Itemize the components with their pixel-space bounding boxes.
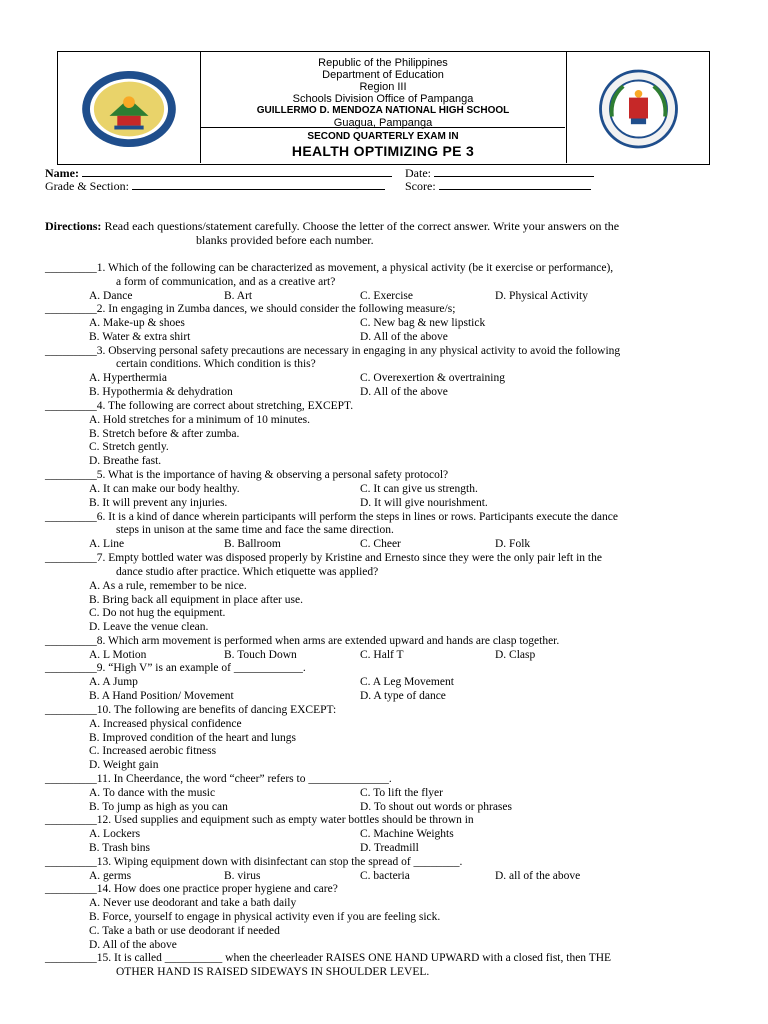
option-b: B. Hypothermia & dehydration (89, 386, 233, 398)
name-label: Name: (45, 166, 79, 180)
question-12 (45, 814, 474, 828)
answer-blank[interactable]: _________ (45, 262, 97, 274)
option-a: A. Never use deodorant and take a bath daily (89, 897, 297, 909)
grade-section-blank[interactable] (132, 179, 385, 190)
question-text: 6. It is a kind of dance wherein participants will perform the steps in lines or rows. Participants execute the dance (96, 511, 618, 523)
option-a: A. Hold stretches for a minimum of 10 minutes. (89, 414, 311, 426)
option-a: A. A Jump (89, 676, 138, 688)
option-a: A. Lockers (89, 828, 141, 840)
option-c: C. Take a bath or use deodorant if needed (89, 925, 280, 937)
option-b: B. Trash bins (89, 842, 151, 854)
option-d: D. Folk (495, 538, 531, 550)
option-b: B. To jump as high as you can (89, 801, 228, 813)
question-text: 12. Used supplies and equipment such as empty water bottles should be thrown in (96, 814, 474, 826)
answer-blank[interactable]: _________ (45, 773, 97, 785)
question-1-cont: a form of communication, and as a creative art? (116, 276, 336, 288)
date-field[interactable] (405, 166, 594, 180)
school-seal-icon (591, 69, 686, 149)
option-d: D. all of the above (495, 870, 581, 882)
option-a: A. germs (89, 870, 132, 882)
option-d: D. Breathe fast. (89, 455, 162, 467)
option-b: B. Force, yourself to engage in physical activity even if you are feeling sick. (89, 911, 441, 923)
question-7-cont: dance studio after practice. Which etiquette was applied? (116, 566, 379, 578)
question-text: 3. Observing personal safety precautions are necessary in engaging in any physical activity to avoid the following (96, 345, 621, 357)
option-a: A. It can make our body healthy. (89, 483, 240, 495)
answer-blank[interactable]: _________ (45, 303, 97, 315)
name-blank[interactable] (82, 166, 392, 177)
grade-section-field[interactable] (45, 179, 385, 193)
header-text-block (201, 52, 565, 163)
option-a: A. Hyperthermia (89, 372, 167, 384)
question-text: 9. “High V” is an example of ____________. (96, 662, 306, 674)
question-text: 14. How does one practice proper hygiene and care? (96, 883, 338, 895)
question-text: 8. Which arm movement is performed when arms are extended upward and hands are clasp together. (96, 635, 560, 647)
option-a: A. Increased physical confidence (89, 718, 242, 730)
option-b: B. virus (224, 870, 261, 882)
header-town: Guagua, Pampanga (333, 117, 433, 129)
option-b: B. Water & extra shirt (89, 331, 191, 343)
question-text: 11. In Cheerdance, the word “cheer” refers to ______________. (96, 773, 392, 785)
option-c: C. A Leg Movement (360, 676, 454, 688)
header-line-division: Schools Division Office of Pampanga (292, 93, 474, 105)
option-a: A. L Motion (89, 649, 147, 661)
option-d: D. All of the above (360, 331, 448, 343)
question-15 (45, 952, 611, 966)
answer-blank[interactable]: _________ (45, 704, 97, 716)
option-c: C. Increased aerobic fitness (89, 745, 217, 757)
answer-blank[interactable]: _________ (45, 662, 97, 674)
directions (45, 220, 725, 247)
answer-blank[interactable]: _________ (45, 635, 97, 647)
option-c: C. Exercise (360, 290, 414, 302)
option-b: B. Stretch before & after zumba. (89, 428, 240, 440)
option-a: A. To dance with the music (89, 787, 216, 799)
directions-label: Directions: (45, 219, 102, 233)
header-school-name: GUILLERMO D. MENDOZA NATIONAL HIGH SCHOOL (256, 105, 510, 116)
answer-blank[interactable]: _________ (45, 469, 97, 481)
option-d: D. To shout out words or phrases (360, 801, 512, 813)
answer-blank[interactable]: _________ (45, 345, 97, 357)
question-10 (45, 704, 336, 718)
question-3-cont: certain conditions. Which condition is this? (116, 358, 316, 370)
question-11 (45, 773, 392, 787)
option-d: D. It will give nourishment. (360, 497, 488, 509)
deped-seal-box (58, 52, 201, 163)
question-text: 4. The following are correct about stretching, EXCEPT. (96, 400, 354, 412)
option-a: A. Dance (89, 290, 133, 302)
option-d: D. All of the above (360, 386, 448, 398)
option-c: C. Do not hug the equipment. (89, 607, 226, 619)
option-b: B. Bring back all equipment in place after use. (89, 594, 303, 606)
directions-text-1: Read each questions/statement carefully. Choose the letter of the correct answer. Write your answers on the (101, 219, 620, 233)
question-6-cont: steps in unison at the same time and face the same direction. (116, 524, 394, 536)
score-label: Score: (405, 179, 436, 193)
header-lines (201, 52, 565, 128)
question-15-cont: OTHER HAND IS RAISED SIDEWAYS IN SHOULDER LEVEL. (116, 966, 430, 978)
option-c: C. Cheer (360, 538, 401, 550)
question-text: 1. Which of the following can be characterized as movement, a physical activity (be it exercise or performance), (96, 262, 614, 274)
option-d: D. A type of dance (360, 690, 446, 702)
question-text: 10. The following are benefits of dancing EXCEPT: (96, 704, 337, 716)
header-line-region: Region III (359, 81, 407, 93)
question-14 (45, 883, 338, 897)
question-text: 2. In engaging in Zumba dances, we should consider the following measure/s; (96, 303, 456, 315)
answer-blank[interactable]: _________ (45, 552, 97, 564)
option-d: D. Weight gain (89, 759, 159, 771)
option-c: C. Machine Weights (360, 828, 454, 840)
answer-blank[interactable]: _________ (45, 883, 97, 895)
question-13 (45, 856, 462, 870)
name-field[interactable] (45, 166, 392, 180)
exam-subtitle: SECOND QUARTERLY EXAM IN (307, 131, 459, 142)
answer-blank[interactable]: _________ (45, 952, 97, 964)
option-d: D. All of the above (89, 939, 177, 951)
answer-blank[interactable]: _________ (45, 814, 97, 826)
option-d: D. Leave the venue clean. (89, 621, 209, 633)
score-blank[interactable] (439, 179, 591, 190)
option-a: A. Make-up & shoes (89, 317, 185, 329)
option-c: C. To lift the flyer (360, 787, 443, 799)
option-c: C. New bag & new lipstick (360, 317, 486, 329)
option-b: B. Touch Down (224, 649, 297, 661)
directions-text-2: blanks provided before each number. (196, 232, 374, 247)
question-4 (45, 400, 353, 414)
school-seal-box (566, 52, 709, 163)
exam-title-block (201, 129, 565, 163)
question-9 (45, 662, 306, 676)
exam-header (57, 51, 710, 165)
question-text: 15. It is called __________ when the cheerleader RAISES ONE HAND UPWARD with a closed fist, then THE (96, 952, 612, 964)
question-text: 5. What is the importance of having & observing a personal safety protocol? (96, 469, 449, 481)
question-text: 7. Empty bottled water was disposed properly by Kristine and Ernesto since they were the only pair left in the (96, 552, 602, 564)
option-a: A. As a rule, remember to be nice. (89, 580, 247, 592)
question-8 (45, 635, 559, 649)
question-5 (45, 469, 448, 483)
score-field[interactable] (405, 179, 591, 193)
exam-title: HEALTH OPTIMIZING PE 3 (291, 143, 475, 159)
deped-seal-icon (80, 69, 178, 149)
option-d: D. Treadmill (360, 842, 419, 854)
option-c: C. Overexertion & overtraining (360, 372, 505, 384)
option-b: B. It will prevent any injuries. (89, 497, 228, 509)
question-text: 13. Wiping equipment down with disinfectant can stop the spread of ________. (96, 856, 463, 868)
grade-section-label: Grade & Section: (45, 179, 129, 193)
answer-blank[interactable]: _________ (45, 400, 97, 412)
question-6 (45, 511, 618, 525)
option-a: A. Line (89, 538, 125, 550)
header-line-republic: Republic of the Philippines (318, 57, 448, 69)
option-c: C. It can give us strength. (360, 483, 478, 495)
question-3 (45, 345, 620, 359)
answer-blank[interactable]: _________ (45, 856, 97, 868)
header-line-department: Department of Education (322, 69, 444, 81)
option-b: B. A Hand Position/ Movement (89, 690, 234, 702)
option-b: B. Art (224, 290, 253, 302)
option-b: B. Improved condition of the heart and lungs (89, 732, 296, 744)
option-c: C. Half T (360, 649, 404, 661)
question-2 (45, 303, 455, 317)
date-blank[interactable] (434, 166, 594, 177)
option-c: C. bacteria (360, 870, 410, 882)
date-label: Date: (405, 166, 431, 180)
answer-blank[interactable]: _________ (45, 511, 97, 523)
option-c: C. Stretch gently. (89, 441, 169, 453)
option-b: B. Ballroom (224, 538, 281, 550)
option-d: D. Physical Activity (495, 290, 588, 302)
option-d: D. Clasp (495, 649, 536, 661)
question-7 (45, 552, 602, 566)
question-1 (45, 262, 613, 276)
